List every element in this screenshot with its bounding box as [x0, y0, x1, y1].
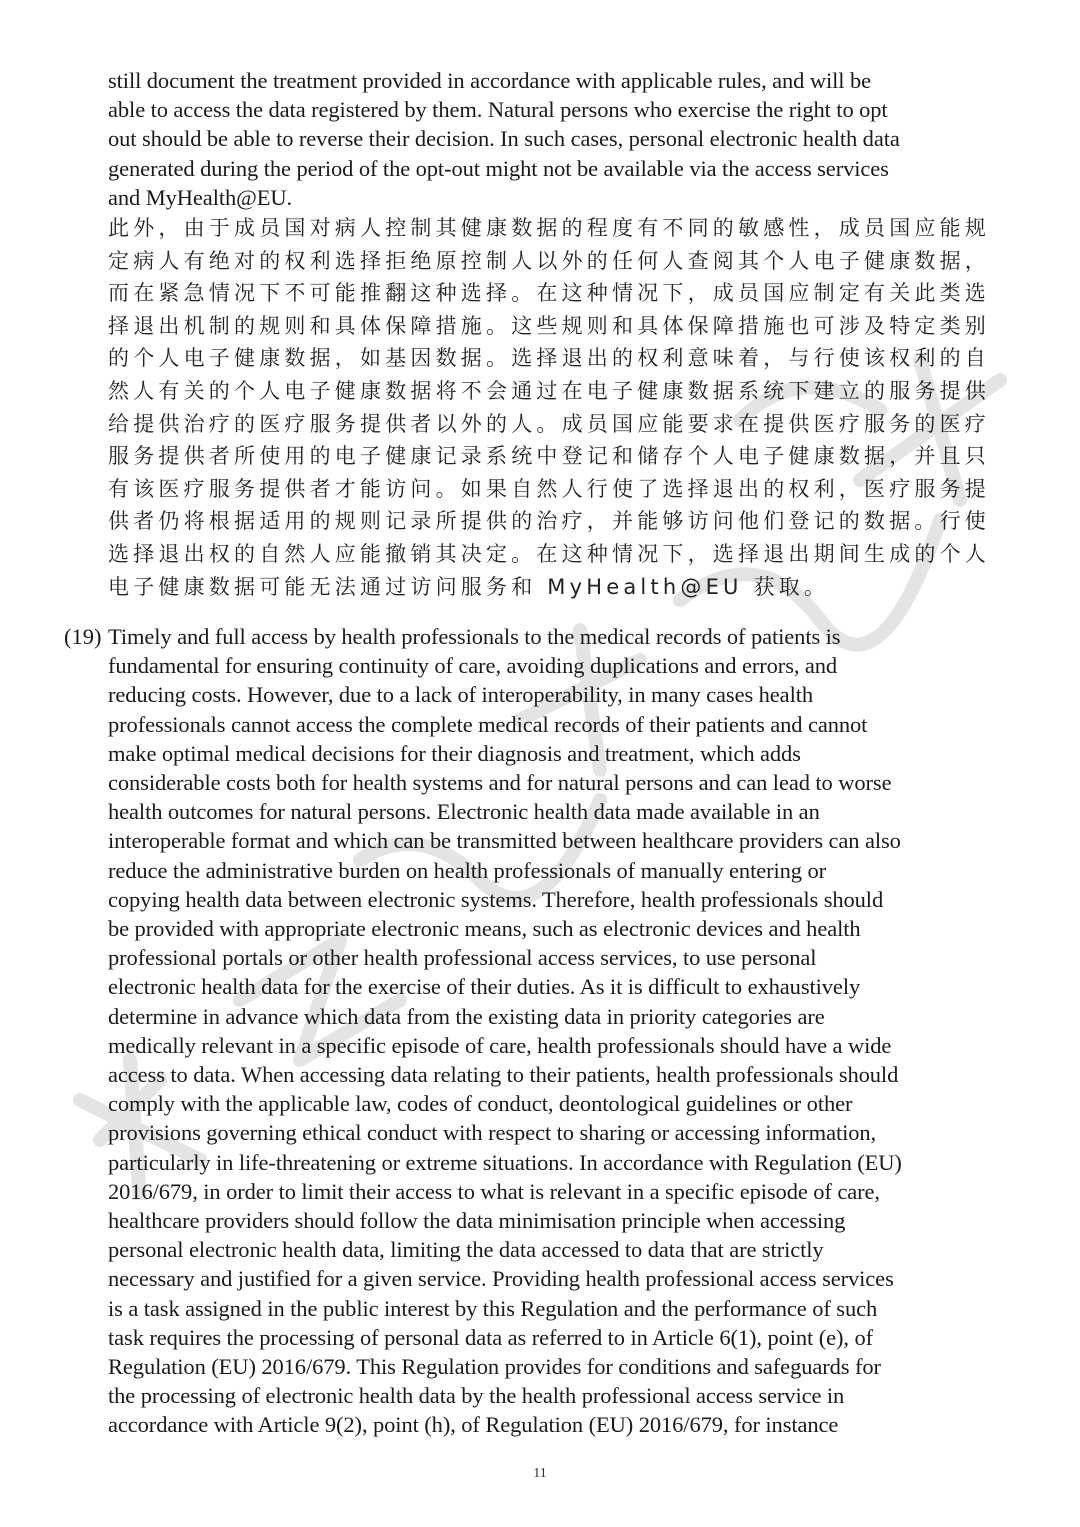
paragraph-19: [108, 622, 1028, 1440]
text-line: 然人有关的个人电子健康数据将不会通过在电子健康数据系统下建立的服务提供: [108, 378, 990, 403]
text-line: 此外，由于成员国对病人控制其健康数据的程度有不同的敏感性，成员国应能规: [108, 216, 990, 240]
page-number: 11: [533, 1466, 547, 1481]
chinese-paragraph: [108, 212, 1008, 603]
text-line: out should be able to reverse their decision. In such cases, personal electronic health data: [108, 126, 900, 152]
top-english-paragraph: [108, 66, 1028, 212]
text-line: generated during the period of the opt-out might not be available via the access services: [108, 155, 889, 181]
text-line: professionals cannot access the complete medical records of their patients and cannot: [108, 711, 868, 737]
text-line: personal electronic health data, limiting the data accessed to data that are strictly: [108, 1237, 824, 1263]
text-line: 择退出机制的规则和具体保障措施。这些规则和具体保障措施也可涉及特定类别: [108, 313, 990, 338]
text-line: medically relevant in a specific episode of care, health professionals should have a wide: [108, 1032, 892, 1058]
text-line: interoperable format and which can be transmitted between healthcare providers can also: [108, 828, 901, 854]
text-line: healthcare providers should follow the data minimisation principle when accessing: [108, 1208, 846, 1234]
text-line: comply with the applicable law, codes of conduct, deontological guidelines or other: [108, 1091, 853, 1117]
text-line: 供者仍将根据适用的规则记录所提供的治疗，并能够访问他们登记的数据。行使: [108, 509, 990, 534]
text-line: provisions governing ethical conduct with respect to sharing or accessing information,: [108, 1120, 877, 1146]
text-line: 2016/679, in order to limit their access to what is relevant in a specific episode of care,: [108, 1178, 880, 1204]
text-line: particularly in life-threatening or extreme situations. In accordance with Regulation (EU): [108, 1149, 902, 1175]
paragraph-number: (19): [64, 624, 102, 649]
text-line: 服务提供者所使用的电子健康记录系统中登记和储存个人电子健康数据，并且只: [108, 444, 990, 469]
text-line: task requires the processing of personal data as referred to in Article 6(1), point (e), of: [108, 1324, 873, 1350]
text-line: Regulation (EU) 2016/679. This Regulation provides for conditions and safeguards for: [108, 1354, 881, 1380]
text-line: reducing costs. However, due to a lack of interoperability, in many cases health: [108, 682, 814, 708]
text-line: 有该医疗服务提供者才能访问。如果自然人行使了选择退出的权利，医疗服务提: [108, 476, 990, 501]
text-line: access to data. When accessing data relating to their patients, health professionals should: [108, 1062, 899, 1088]
text-line: professional portals or other health professional access services, to use personal: [108, 945, 817, 971]
text-line: 的个人电子健康数据，如基因数据。选择退出的权利意味着，与行使该权利的自: [108, 346, 990, 371]
text-line: 给提供治疗的医疗服务提供者以外的人。成员国应能要求在提供医疗服务的医疗: [108, 411, 990, 436]
text-line: be provided with appropriate electronic means, such as electronic devices and health: [108, 916, 861, 942]
text-line: electronic health data for the exercise of their duties. As it is difficult to exhaustively: [108, 974, 861, 1000]
text-line: is a task assigned in the public interest by this Regulation and the performance of such: [108, 1295, 878, 1321]
text-line: reduce the administrative burden on health professionals of manually entering or: [108, 857, 827, 883]
text-line: considerable costs both for health systems and for natural persons and can lead to worse: [108, 770, 892, 796]
text-line: still document the treatment provided in accordance with applicable rules, and will be: [108, 68, 872, 93]
text-line: copying health data between electronic systems. Therefore, health professionals should: [108, 886, 884, 912]
text-line: 定病人有绝对的权利选择拒绝原控制人以外的任何人查阅其个人电子健康数据，: [108, 248, 990, 273]
text-line: determine in advance which data from the existing data in priority categories are: [108, 1003, 825, 1029]
text-line: fundamental for ensuring continuity of care, avoiding duplications and errors, and: [108, 653, 838, 679]
text-line: and MyHealth@EU.: [108, 184, 293, 210]
text-line: health outcomes for natural persons. Electronic health data made available in an: [108, 799, 820, 825]
text-line: able to access the data registered by them. Natural persons who exercise the right to opt: [108, 97, 888, 123]
text-line: the processing of electronic health data by the health professional access service in: [108, 1383, 845, 1409]
text-line: make optimal medical decisions for their diagnosis and treatment, which adds: [108, 740, 801, 766]
text-line: Timely and full access by health professionals to the medical records of patients is: [108, 624, 841, 649]
text-line: accordance with Article 9(2), point (h), of Regulation (EU) 2016/679, for instance: [108, 1412, 839, 1438]
text-line: 选择退出权的自然人应能撤销其决定。在这种情况下，选择退出期间生成的个人: [108, 541, 990, 566]
text-line: 电子健康数据可能无法通过访问服务和 MyHealth@EU 获取。: [108, 574, 830, 599]
text-line: necessary and justified for a given service. Providing health professional access services: [108, 1266, 894, 1292]
text-line: 而在紧急情况下不可能推翻这种选择。在这种情况下，成员国应制定有关此类选: [108, 281, 990, 306]
